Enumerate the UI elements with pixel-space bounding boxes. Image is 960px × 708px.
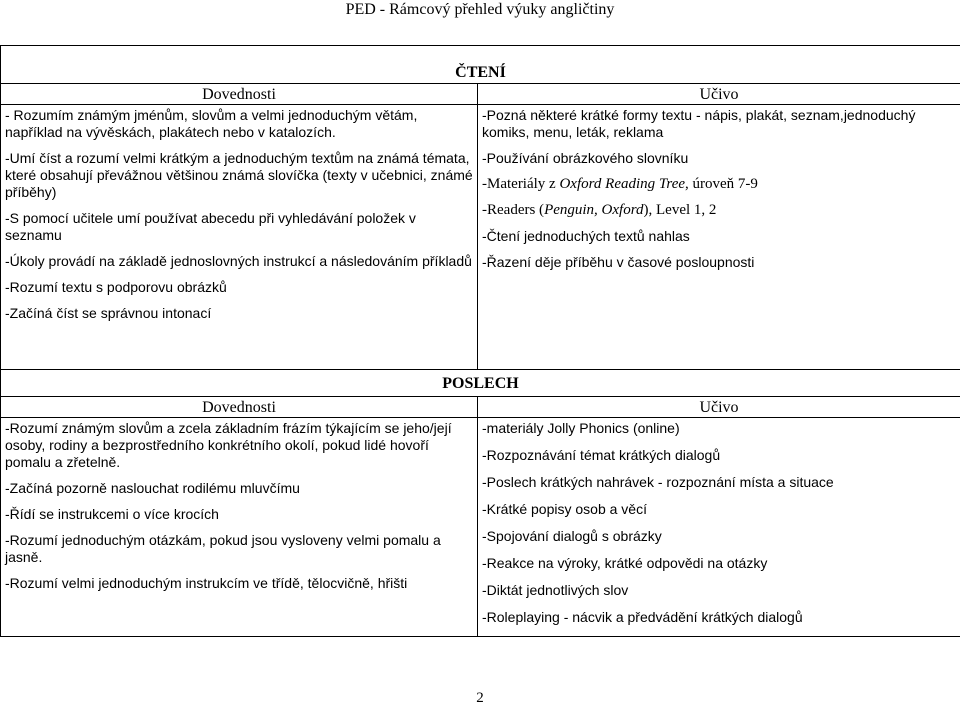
reading-title-cell xyxy=(1,46,960,84)
listening-title-cell xyxy=(1,370,960,397)
listening-curriculum-item: -materiály Jolly Phonics (online) xyxy=(482,420,680,436)
reading-curriculum-header: Učivo xyxy=(478,84,960,105)
document-title: PED - Rámcový přehled výuky angličtiny xyxy=(345,1,615,18)
reading-content-row xyxy=(1,105,960,370)
listening-skill-item: -Řídí se instrukcemi o více krocích xyxy=(5,506,219,522)
series-name: Oxford Reading Tree xyxy=(559,176,686,192)
reading-curriculum-item xyxy=(482,202,956,219)
listening-curriculum-item: -Rozpoznávání témat krátkých dialogů xyxy=(482,447,721,463)
listening-skill-item: -Začíná pozorně naslouchat rodilému mluvčímu xyxy=(5,480,300,496)
publisher-names: Penguin, Oxford xyxy=(544,202,644,218)
listening-curriculum-item: -Roleplaying - nácvik a předvádění krátkých dialogů xyxy=(482,609,803,625)
listening-section-title: POSLECH xyxy=(442,375,519,392)
listening-curriculum-header: Učivo xyxy=(478,397,960,418)
listening-title-row xyxy=(1,370,960,397)
reading-skill-item: -S pomocí učitele umí používat abecedu při vyhledávání položek v seznamu xyxy=(5,210,416,243)
listening-curriculum-item: -Reakce na výroky, krátké odpovědi na otázky xyxy=(482,555,768,571)
text-part: , úroveň 7-9 xyxy=(685,176,758,192)
reading-curriculum-item xyxy=(482,176,956,193)
listening-subheader-row xyxy=(1,397,960,418)
reading-skill-item: -Rozumí textu s podporovu obrázků xyxy=(5,279,227,295)
listening-content-row xyxy=(1,418,960,637)
reading-curriculum-item: -Používání obrázkového slovníku xyxy=(482,150,689,166)
reading-skills-cell xyxy=(1,105,478,370)
text-part: -Materiály z xyxy=(482,176,560,192)
reading-section-title: ČTENÍ xyxy=(455,64,506,81)
reading-curriculum-item: -Pozná některé krátké formy textu - nápis, plakát, seznam,jednoduchý komiks, menu, leták, reklama xyxy=(482,107,916,140)
listening-skills-cell xyxy=(1,418,478,637)
listening-curriculum-cell xyxy=(478,418,960,637)
listening-curriculum-item: -Poslech krátkých nahrávek - rozpoznání místa a situace xyxy=(482,474,834,490)
listening-skill-item: -Rozumí jednoduchým otázkám, pokud jsou vysloveny velmi pomalu a jasně. xyxy=(5,532,441,565)
reading-title-row xyxy=(1,46,960,84)
reading-subheader-row xyxy=(1,84,960,105)
text-part: ), Level 1, 2 xyxy=(643,202,717,218)
reading-curriculum-cell xyxy=(478,105,960,370)
page-number: 2 xyxy=(476,690,484,706)
listening-skill-item: -Rozumí velmi jednoduchým instrukcím ve třídě, tělocvičně, hřišti xyxy=(5,575,408,591)
reading-skill-item: -Umí číst a rozumí velmi krátkým a jednoduchým textům na známá témata, které obsahují převážnou většinou známá slovíčka (texty v učebnici, známé příběhy) xyxy=(5,150,473,200)
listening-curriculum-item: -Krátké popisy osob a věcí xyxy=(482,501,647,517)
text-part: -Readers ( xyxy=(482,202,545,218)
reading-skill-item: - Rozumím známým jménům, slovům a velmi jednoduchým větám, například na vývěskách, plakátech nebo v katalozích. xyxy=(5,107,418,140)
reading-curriculum-item: -Čtení jednoduchých textů nahlas xyxy=(482,228,690,244)
page-header xyxy=(0,0,960,19)
reading-curriculum-item: -Řazení děje příběhu v časové posloupnosti xyxy=(482,254,755,270)
curriculum-table xyxy=(0,45,960,637)
reading-skill-item: -Začíná číst se správnou intonací xyxy=(5,305,212,321)
reading-skill-item: -Úkoly provádí na základě jednoslovných instrukcí a následováním příkladů xyxy=(5,253,472,269)
listening-skill-item: -Rozumí známým slovům a zcela základním frázím týkajícím se jeho/její osoby, rodiny a bezprostředního konkrétního okolí, pokud lidé hovoří pomalu a zřetelně. xyxy=(5,420,452,470)
listening-curriculum-item: -Diktát jednotlivých slov xyxy=(482,582,629,598)
listening-curriculum-item: -Spojování dialogů s obrázky xyxy=(482,528,662,544)
listening-skills-header: Dovednosti xyxy=(1,397,478,418)
reading-skills-header: Dovednosti xyxy=(1,84,478,105)
